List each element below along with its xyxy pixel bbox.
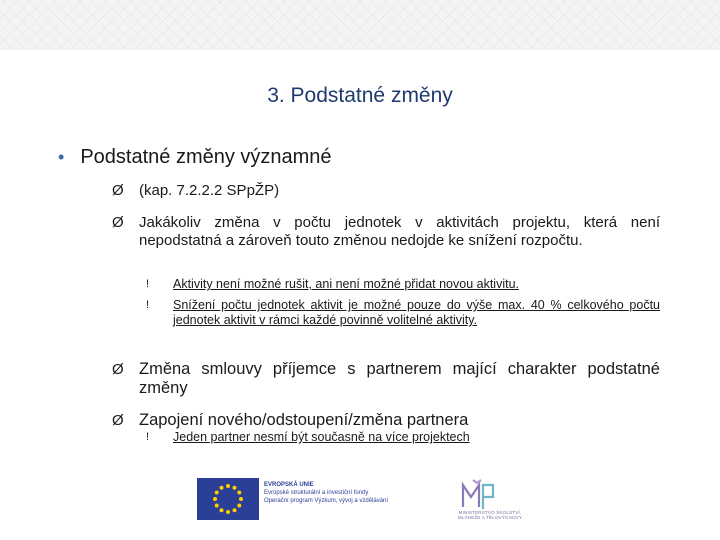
- sub-list-item-text: Jeden partner nesmí být současně na více projektech: [173, 430, 470, 444]
- list-item: [112, 214, 660, 250]
- main-bullet-text: Podstatné změny významné: [80, 146, 332, 168]
- msmt-logo-line1: MINISTERSTVO ŠKOLSTVÍ,: [458, 510, 522, 515]
- exclamation-bullet-icon: !: [146, 278, 150, 290]
- list-item-text: Změna smlouvy příjemce s partnerem mající charakter podstatné změny: [139, 360, 660, 397]
- main-bullet: [58, 146, 332, 169]
- list-item: [112, 360, 660, 398]
- sub-list-item-text: Aktivity není možné rušit, ani není možné přidat novou aktivitu.: [173, 277, 520, 291]
- sub-list-item-text: Snížení počtu jednotek aktivit je možné pouze do výše max. 40 % celkového počtu jednotek aktivit v rámci každé povinně volitelné aktivity.: [173, 298, 660, 327]
- sub-list-item: [146, 430, 660, 445]
- slide-title: 3. Podstatné změny: [267, 84, 453, 107]
- arrow-bullet-icon: Ø: [112, 182, 124, 199]
- arrow-bullet-icon: Ø: [112, 361, 124, 378]
- sub-list-item: [146, 277, 660, 292]
- eu-logo-title: EVROPSKÁ UNIE: [264, 482, 314, 488]
- arrow-bullet-icon: Ø: [112, 214, 124, 231]
- decorative-pattern-band: [0, 0, 720, 50]
- list-item-text: (kap. 7.2.2.2 SPpŽP): [139, 182, 280, 199]
- list-item-text: Zapojení nového/odstoupení/změna partnera: [139, 411, 469, 429]
- bullet-icon: •: [58, 147, 65, 167]
- eu-logo-text: [264, 481, 388, 505]
- list-item-text: Jakákoliv změna v počtu jednotek v aktivitách projektu, která není nepodstatná a zároveň touto změnou nedojde ke snížení rozpočtu.: [139, 214, 660, 249]
- msmt-logo-text: [445, 510, 535, 520]
- list-item: [112, 411, 660, 430]
- exclamation-bullet-icon: !: [146, 299, 150, 311]
- eu-logo-subtitle: Evropské strukturální a investiční fondy: [264, 490, 369, 496]
- msmt-logo-icon: [459, 477, 499, 513]
- arrow-bullet-icon: Ø: [112, 412, 124, 429]
- msmt-logo-line2: MLÁDEŽE A TĚLOVÝCHOVY: [457, 515, 523, 520]
- exclamation-bullet-icon: !: [146, 431, 150, 443]
- eu-logo-program: Operační program Výzkum, vývoj a vzdělávání: [264, 498, 389, 504]
- funding-logo-bar: [197, 477, 529, 521]
- eu-flag-icon: [197, 478, 259, 520]
- list-item: [112, 182, 660, 200]
- sub-list-item: [146, 298, 660, 328]
